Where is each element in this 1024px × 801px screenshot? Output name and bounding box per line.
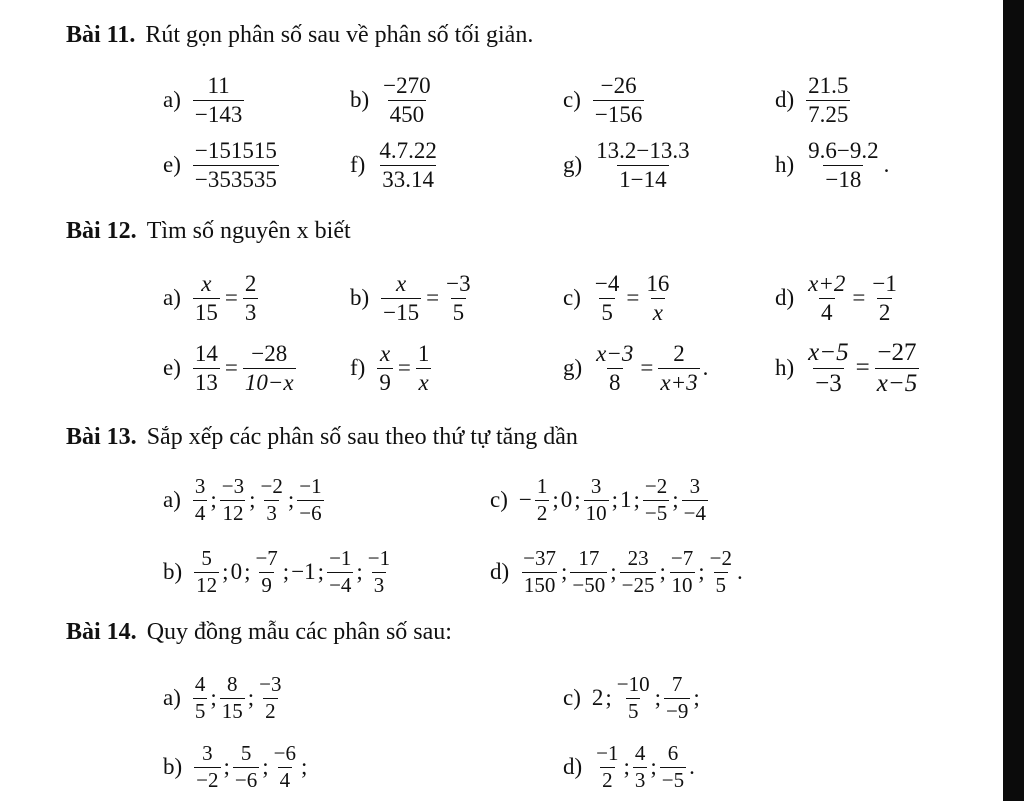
numerator: −270 xyxy=(383,72,431,98)
semicolon: ; xyxy=(317,559,325,584)
b11-f xyxy=(350,135,441,195)
denominator: −3 xyxy=(815,369,842,397)
b12-title xyxy=(66,218,351,245)
denominator: −4 xyxy=(683,500,706,525)
b14-text: Quy đồng mẫu các phân số sau: xyxy=(146,619,452,645)
fraction xyxy=(193,475,208,525)
denominator: −156 xyxy=(594,101,643,127)
denominator: 9 xyxy=(261,572,272,597)
semicolon: ; xyxy=(300,754,308,779)
fraction xyxy=(416,341,432,396)
denominator: 3 xyxy=(373,572,385,597)
denominator: 12 xyxy=(222,500,244,525)
semicolon: ; xyxy=(623,754,630,779)
denominator: −50 xyxy=(572,572,606,597)
fraction xyxy=(594,742,620,792)
denominator: 10−x xyxy=(244,369,294,395)
denominator: 450 xyxy=(389,101,425,127)
fraction xyxy=(381,73,432,128)
semicolon: ; xyxy=(672,487,679,512)
b11-a xyxy=(163,70,246,130)
fraction xyxy=(664,673,690,723)
fraction xyxy=(193,673,208,723)
b13-text: Sắp xếp các phân số sau theo thứ tự tăng dần xyxy=(146,424,578,450)
b12-e xyxy=(163,338,298,398)
b12-heading: Bài 12. xyxy=(66,218,137,244)
fraction xyxy=(327,547,353,597)
fraction xyxy=(220,673,245,723)
semicolon: ; xyxy=(223,754,230,779)
denominator: x−5 xyxy=(876,369,918,397)
fraction xyxy=(584,475,609,525)
period: . xyxy=(736,559,743,584)
equals: = xyxy=(855,354,870,381)
value: −1 xyxy=(291,559,316,584)
semicolon: ; xyxy=(610,559,617,584)
numerator: x−3 xyxy=(596,340,634,366)
fraction xyxy=(806,271,847,326)
item-label: f) xyxy=(350,355,366,380)
numerator: −1 xyxy=(872,270,897,296)
numerator: −1 xyxy=(596,740,619,765)
fraction xyxy=(521,547,558,597)
semicolon: ; xyxy=(633,487,640,512)
numerator: −7 xyxy=(670,545,694,570)
b14-a xyxy=(163,668,286,728)
numerator: −151515 xyxy=(194,137,277,163)
denominator: −6 xyxy=(234,767,258,792)
denominator: 5 xyxy=(601,299,613,325)
denominator: 5 xyxy=(627,698,639,723)
fraction xyxy=(381,271,421,326)
fraction xyxy=(615,673,652,723)
semicolon: ; xyxy=(249,487,256,512)
denominator: −6 xyxy=(299,500,322,525)
item-label: d) xyxy=(490,559,510,584)
numerator: −3 xyxy=(221,473,245,498)
semicolon: ; xyxy=(552,487,559,512)
semicolon: ; xyxy=(654,685,661,710)
fraction xyxy=(594,138,691,193)
fraction xyxy=(806,73,850,128)
item-label: b) xyxy=(163,559,183,584)
item-label: b) xyxy=(350,285,370,310)
b11-h xyxy=(775,135,890,195)
item-label: h) xyxy=(775,355,795,380)
numerator: −26 xyxy=(600,72,637,98)
b12-h xyxy=(775,338,921,398)
numerator: 13.2−13.3 xyxy=(596,137,690,163)
semicolon: ; xyxy=(698,559,705,584)
fraction xyxy=(257,673,283,723)
fraction xyxy=(643,475,669,525)
numerator: 1 xyxy=(536,473,548,498)
period: . xyxy=(689,754,695,779)
b14-heading: Bài 14. xyxy=(66,619,137,645)
denominator: 1−14 xyxy=(619,166,667,192)
semicolon: ; xyxy=(262,754,269,779)
denominator: 10 xyxy=(671,572,693,597)
fraction xyxy=(620,547,657,597)
item-label: c) xyxy=(563,285,581,310)
b13-d xyxy=(490,542,744,602)
denominator: 4 xyxy=(279,767,291,792)
denominator: 5 xyxy=(715,572,727,597)
numerator: 1 xyxy=(417,340,430,366)
b12-b xyxy=(350,268,475,328)
fraction xyxy=(593,271,621,326)
denominator: 3 xyxy=(244,299,257,325)
item-label: d) xyxy=(563,754,583,779)
numerator: 17 xyxy=(578,545,600,570)
item-label: c) xyxy=(490,487,508,512)
equals: = xyxy=(640,355,654,380)
b12-c xyxy=(563,268,673,328)
semicolon: ; xyxy=(282,559,290,584)
numerator: 2 xyxy=(244,270,257,296)
denominator: 12 xyxy=(196,572,218,597)
numerator: −10 xyxy=(616,671,650,696)
numerator: 11 xyxy=(207,72,230,98)
b11-d xyxy=(775,70,852,130)
denominator: x+3 xyxy=(660,369,698,395)
period: . xyxy=(883,152,890,177)
item-label: b) xyxy=(163,754,183,779)
numerator: 9.6−9.2 xyxy=(808,137,879,163)
denominator: 13 xyxy=(194,369,218,395)
numerator: 2 xyxy=(673,340,685,366)
b11-text: Rút gọn phân số sau về phân số tối giản. xyxy=(145,22,534,48)
fraction xyxy=(594,341,635,396)
item-label: a) xyxy=(163,487,181,512)
denominator: 15 xyxy=(221,698,243,723)
denominator: −5 xyxy=(644,500,668,525)
numerator: x xyxy=(201,270,212,296)
numerator: 5 xyxy=(240,740,252,765)
fraction xyxy=(633,742,648,792)
b11-b xyxy=(350,70,435,130)
numerator: −2 xyxy=(709,545,732,570)
equals: = xyxy=(626,285,640,310)
item-label: g) xyxy=(563,152,583,177)
equals: = xyxy=(852,285,866,310)
fraction xyxy=(233,742,259,792)
item-label: h) xyxy=(775,152,795,177)
fraction xyxy=(870,271,898,326)
b14-c xyxy=(563,668,701,728)
numerator: 4 xyxy=(194,671,206,696)
numerator: 4.7.22 xyxy=(379,137,437,163)
denominator: 2 xyxy=(602,767,613,792)
numerator: −1 xyxy=(367,545,391,570)
semicolon: ; xyxy=(244,559,251,584)
b14-d xyxy=(563,737,696,797)
item-label: f) xyxy=(350,152,366,177)
numerator: −7 xyxy=(255,545,278,570)
fraction xyxy=(708,547,734,597)
numerator: 3 xyxy=(689,473,701,498)
denominator: 2 xyxy=(536,500,548,525)
semicolon: ; xyxy=(659,559,666,584)
b12-text: Tìm số nguyên x biết xyxy=(146,218,351,244)
numerator: 8 xyxy=(227,671,238,696)
equals: = xyxy=(224,285,238,310)
fraction xyxy=(194,742,220,792)
fraction xyxy=(377,138,439,193)
denominator: 4 xyxy=(821,299,833,325)
semicolon: ; xyxy=(287,487,295,512)
b13-a xyxy=(163,470,326,530)
item-label: e) xyxy=(163,355,181,380)
numerator: 3 xyxy=(194,473,206,498)
item-label: b) xyxy=(350,87,370,112)
fraction xyxy=(297,475,323,525)
numerator: x xyxy=(379,340,391,366)
fraction xyxy=(272,742,298,792)
value: 0 xyxy=(230,559,243,584)
semicolon: ; xyxy=(247,685,255,710)
denominator: 5 xyxy=(452,299,465,325)
denominator: 2 xyxy=(878,299,891,325)
semicolon: ; xyxy=(222,559,229,584)
denominator: −15 xyxy=(383,299,420,325)
fraction xyxy=(593,73,644,128)
item-label: a) xyxy=(163,285,181,310)
equals: = xyxy=(224,355,238,380)
semicolon: ; xyxy=(356,559,363,584)
numerator: 16 xyxy=(646,270,670,296)
item-label: g) xyxy=(563,355,583,380)
b12-f xyxy=(350,338,433,398)
fraction xyxy=(243,271,259,326)
numerator: x+2 xyxy=(808,270,846,296)
denominator: 10 xyxy=(585,500,607,525)
denominator: −5 xyxy=(661,767,685,792)
denominator: 4 xyxy=(194,500,206,525)
denominator: −143 xyxy=(194,101,243,127)
fraction xyxy=(669,547,695,597)
numerator: −3 xyxy=(259,671,282,696)
denominator: 15 xyxy=(194,299,218,325)
b13-b xyxy=(163,542,394,602)
numerator: 7 xyxy=(671,671,683,696)
fraction xyxy=(193,138,279,193)
fraction xyxy=(193,271,220,326)
equals: = xyxy=(426,285,440,310)
value: 1 xyxy=(620,487,632,512)
numerator: −27 xyxy=(877,338,917,366)
denominator: 2 xyxy=(265,698,276,723)
fraction xyxy=(253,547,279,597)
fraction xyxy=(644,271,671,326)
numerator: −2 xyxy=(644,473,668,498)
numerator: −6 xyxy=(273,740,296,765)
denominator: 3 xyxy=(266,500,277,525)
minus-sign: − xyxy=(518,487,532,512)
item-label: e) xyxy=(163,152,181,177)
denominator: −353535 xyxy=(194,166,277,192)
fraction xyxy=(806,138,880,193)
fraction xyxy=(243,341,296,396)
denominator: −4 xyxy=(329,572,352,597)
denominator: 5 xyxy=(194,698,206,723)
b11-c xyxy=(563,70,646,130)
numerator: x−5 xyxy=(808,338,849,366)
semicolon: ; xyxy=(605,685,612,710)
item-label: c) xyxy=(563,87,581,112)
value: 0 xyxy=(560,487,573,512)
numerator: 3 xyxy=(202,740,213,765)
b12-d xyxy=(775,268,901,328)
fraction xyxy=(570,547,607,597)
numerator: −3 xyxy=(446,270,471,296)
item-label: d) xyxy=(775,285,795,310)
fraction xyxy=(193,341,220,396)
value: 2 xyxy=(591,685,604,710)
semicolon: ; xyxy=(561,559,568,584)
semicolon: ; xyxy=(210,487,217,512)
denominator: −25 xyxy=(621,572,655,597)
item-label: c) xyxy=(563,685,581,710)
numerator: −1 xyxy=(299,473,322,498)
equals: = xyxy=(397,355,411,380)
denominator: −2 xyxy=(196,767,219,792)
fraction xyxy=(259,475,285,525)
numerator: 21.5 xyxy=(808,72,849,98)
fraction xyxy=(658,341,699,396)
denominator: −18 xyxy=(825,166,862,192)
denominator: 3 xyxy=(634,767,646,792)
semicolon: ; xyxy=(650,754,657,779)
item-label: a) xyxy=(163,87,181,112)
numerator: −28 xyxy=(251,340,288,366)
numerator: −1 xyxy=(329,545,352,570)
fraction xyxy=(193,73,244,128)
fraction xyxy=(535,475,550,525)
b11-heading: Bài 11. xyxy=(66,22,136,48)
item-label: d) xyxy=(775,87,795,112)
numerator: 3 xyxy=(590,473,602,498)
numerator: 6 xyxy=(667,740,679,765)
semicolon: ; xyxy=(210,685,217,710)
denominator: 9 xyxy=(379,369,391,395)
b13-heading: Bài 13. xyxy=(66,424,137,450)
numerator: 5 xyxy=(201,545,212,570)
b14-title xyxy=(66,619,452,646)
denominator: −9 xyxy=(666,698,689,723)
denominator: 7.25 xyxy=(808,101,849,127)
b11-e xyxy=(163,135,281,195)
numerator: −37 xyxy=(523,545,557,570)
b13-title xyxy=(66,424,578,451)
fraction xyxy=(194,547,219,597)
denominator: 8 xyxy=(609,369,621,395)
b11-g xyxy=(563,135,694,195)
numerator: 14 xyxy=(194,340,218,366)
fraction xyxy=(444,271,472,326)
b11-title xyxy=(66,22,533,49)
fraction xyxy=(660,742,686,792)
fraction xyxy=(806,339,850,398)
fraction xyxy=(377,341,393,396)
b12-a xyxy=(163,268,260,328)
numerator: 23 xyxy=(627,545,649,570)
period: . xyxy=(702,355,709,380)
b13-c xyxy=(490,470,710,530)
denominator: x xyxy=(652,299,663,325)
fraction xyxy=(682,475,708,525)
semicolon: ; xyxy=(693,685,700,710)
semicolon: ; xyxy=(574,487,581,512)
fraction xyxy=(366,547,392,597)
b12-g xyxy=(563,338,709,398)
numerator: 4 xyxy=(634,740,646,765)
numerator: −2 xyxy=(260,473,283,498)
denominator: 33.14 xyxy=(382,166,434,192)
b14-b xyxy=(163,737,308,797)
numerator: x xyxy=(396,270,407,296)
numerator: −4 xyxy=(594,270,620,296)
semicolon: ; xyxy=(611,487,619,512)
fraction xyxy=(220,475,246,525)
denominator: x xyxy=(418,369,429,395)
fraction xyxy=(875,339,919,398)
item-label: a) xyxy=(163,685,181,710)
denominator: 150 xyxy=(523,572,556,597)
